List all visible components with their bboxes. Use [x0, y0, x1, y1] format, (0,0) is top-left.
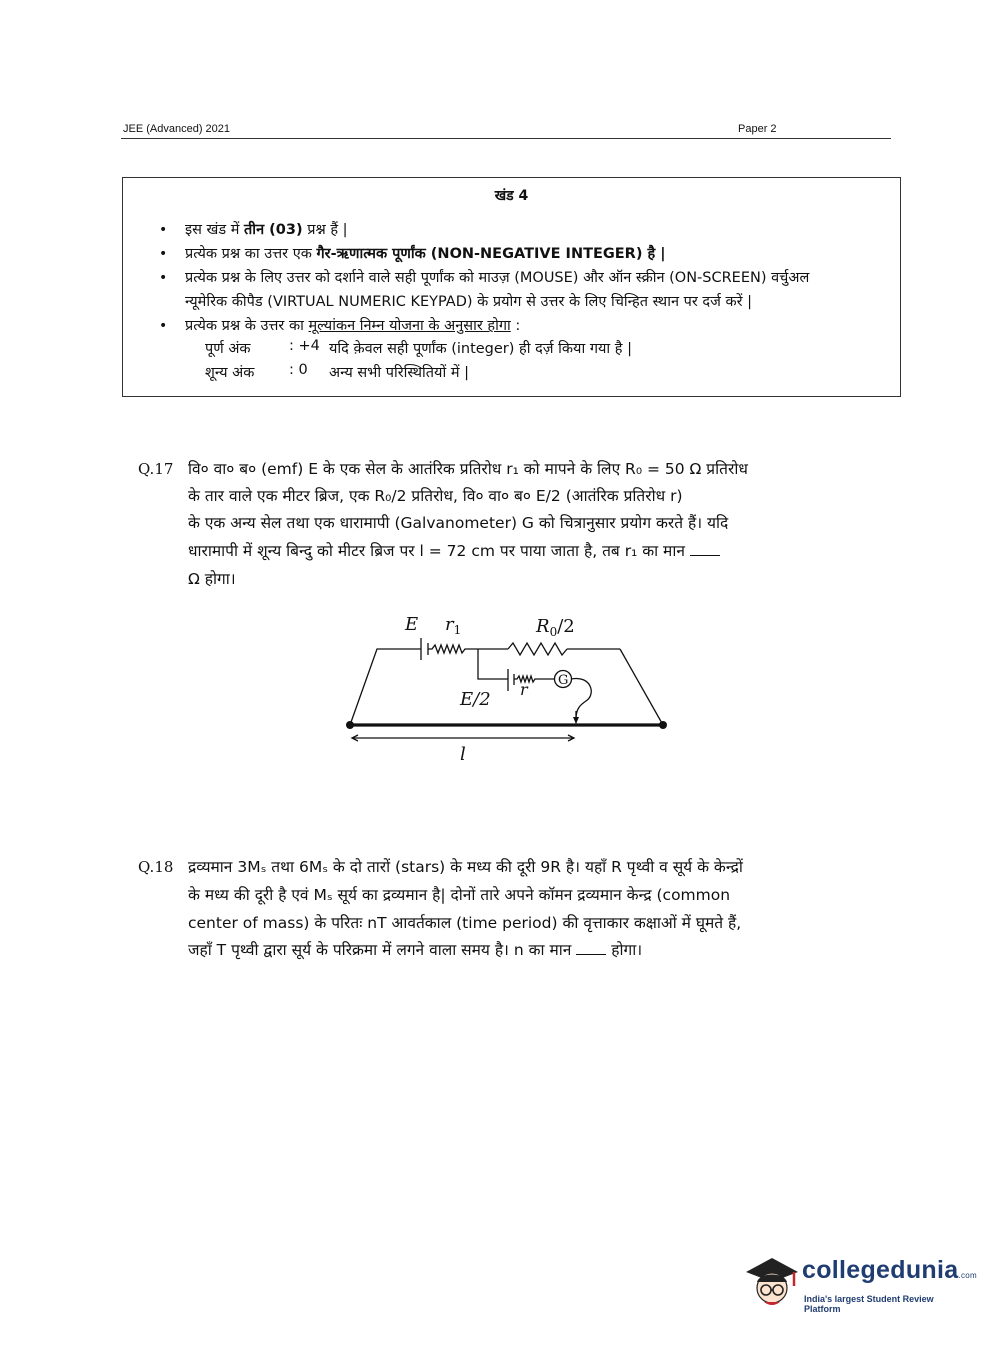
- header-exam-title: JEE (Advanced) 2021: [123, 123, 231, 135]
- label-E: E: [405, 614, 419, 635]
- logo-tagline: India's largest Student Review Platform: [804, 1294, 934, 1314]
- header-divider: [121, 138, 891, 139]
- q18-line-2: के मध्य की दूरी है एवं Mₛ सूर्य का द्रव्यमान है| दोनों तारे अपने कॉमन द्रव्यमान केन्द्र (common: [188, 886, 731, 904]
- meter-bridge-circuit-diagram: [330, 605, 680, 770]
- marks-full-label: पूर्ण अंक: [205, 341, 251, 357]
- question-number-17: Q.17: [138, 460, 174, 478]
- bridge-terminal-right: [659, 721, 667, 729]
- answer-blank: [690, 543, 720, 556]
- bullet-dot: •: [159, 270, 168, 286]
- mascot-icon: [742, 1250, 804, 1310]
- answer-blank: [576, 942, 606, 955]
- marks-full-desc: यदि क़ेवल सही पूर्णांक (integer) ही दर्ज़ किया गया है |: [329, 341, 632, 357]
- marks-zero-label: शून्य अंक: [205, 365, 255, 381]
- label-l: l: [460, 744, 466, 765]
- q17-line-2: के तार वाले एक मीटर ब्रिज, एक R₀/2 प्रतिरोध, वि० वा० ब० E/2 (आतंरिक प्रतिरोध r): [188, 487, 683, 505]
- q18-line-3: center of mass) के परितः nT आवर्तकाल (time period) की वृत्ताकार कक्षाओं में घूमते हैं,: [188, 914, 742, 932]
- marks-zero-desc: अन्य सभी परिस्थितियों में |: [329, 365, 469, 381]
- label-R0-half: $R_0/2$: [536, 616, 575, 639]
- instruction-4: प्रत्येक प्रश्न के उत्तर का मूल्यांकन निम्न योजना के अनुसार होगा :: [185, 318, 521, 334]
- jockey-arrow: [573, 717, 579, 724]
- collegedunia-logo[interactable]: [742, 1250, 977, 1320]
- section-title: खंड 4: [494, 188, 529, 204]
- instruction-2: प्रत्येक प्रश्न का उत्तर एक गैर-ऋणात्मक पूर्णांक (NON-NEGATIVE INTEGER) है |: [185, 246, 666, 262]
- instruction-1: इस खंड में तीन (03) प्रश्न हैं |: [185, 222, 348, 238]
- question-number-18: Q.18: [138, 858, 174, 876]
- bullet-dot: •: [159, 222, 168, 238]
- logo-wordmark: collegedunia.com: [802, 1256, 977, 1284]
- bullet-dot: •: [159, 246, 168, 262]
- bullet-dot: •: [159, 318, 168, 334]
- label-r: r: [520, 680, 528, 699]
- q18-line-4: जहाँ T पृथ्वी द्वारा सूर्य के परिक्रमा में लगने वाला समय है। n का मान होगा।: [188, 941, 643, 959]
- instruction-3-line1: प्रत्येक प्रश्न के लिए उत्तर को दर्शाने वाले सही पूर्णांक को माउज़ (MOUSE) और ऑन स्क्रीन (ON-SCREEN) वर्चुअल: [185, 270, 810, 286]
- label-G: G: [558, 673, 569, 688]
- q17-line-1: वि० वा० ब० (emf) E के एक सेल के आतंरिक प्रतिरोध r₁ को मापने के लिए R₀ = 50 Ω प्रतिरोध: [188, 460, 748, 478]
- q17-line-3: के एक अन्य सेल तथा एक धारामापी (Galvanometer) G को चित्रानुसार प्रयोग करते हैं। यदि: [188, 514, 729, 532]
- q18-line-1: द्रव्यमान 3Mₛ तथा 6Mₛ के दो तारों (stars) के मध्य की दूरी 9R है। यहाँ R पृथ्वी व सूर्य के केन्द्रों: [188, 858, 743, 876]
- marks-zero-value: : 0: [289, 362, 308, 378]
- instruction-3-line2: न्यूमेरिक कीपैड (VIRTUAL NUMERIC KEYPAD) के प्रयोग से उत्तर के लिए चिन्हित स्थान पर दर्ज करें |: [185, 294, 753, 310]
- header-paper: Paper 2: [738, 123, 777, 135]
- q17-line-4: धारामापी में शून्य बिन्दु को मीटर ब्रिज पर l = 72 cm पर पाया जाता है, तब r₁ का मान: [188, 538, 720, 565]
- section-instructions-box: [122, 177, 901, 397]
- q17-line-5: Ω होगा।: [188, 570, 236, 588]
- label-E-half: E/2: [460, 689, 491, 710]
- marks-full-value: : +4: [289, 338, 320, 354]
- label-r1: $r_1$: [445, 614, 462, 637]
- bridge-terminal-left: [346, 721, 354, 729]
